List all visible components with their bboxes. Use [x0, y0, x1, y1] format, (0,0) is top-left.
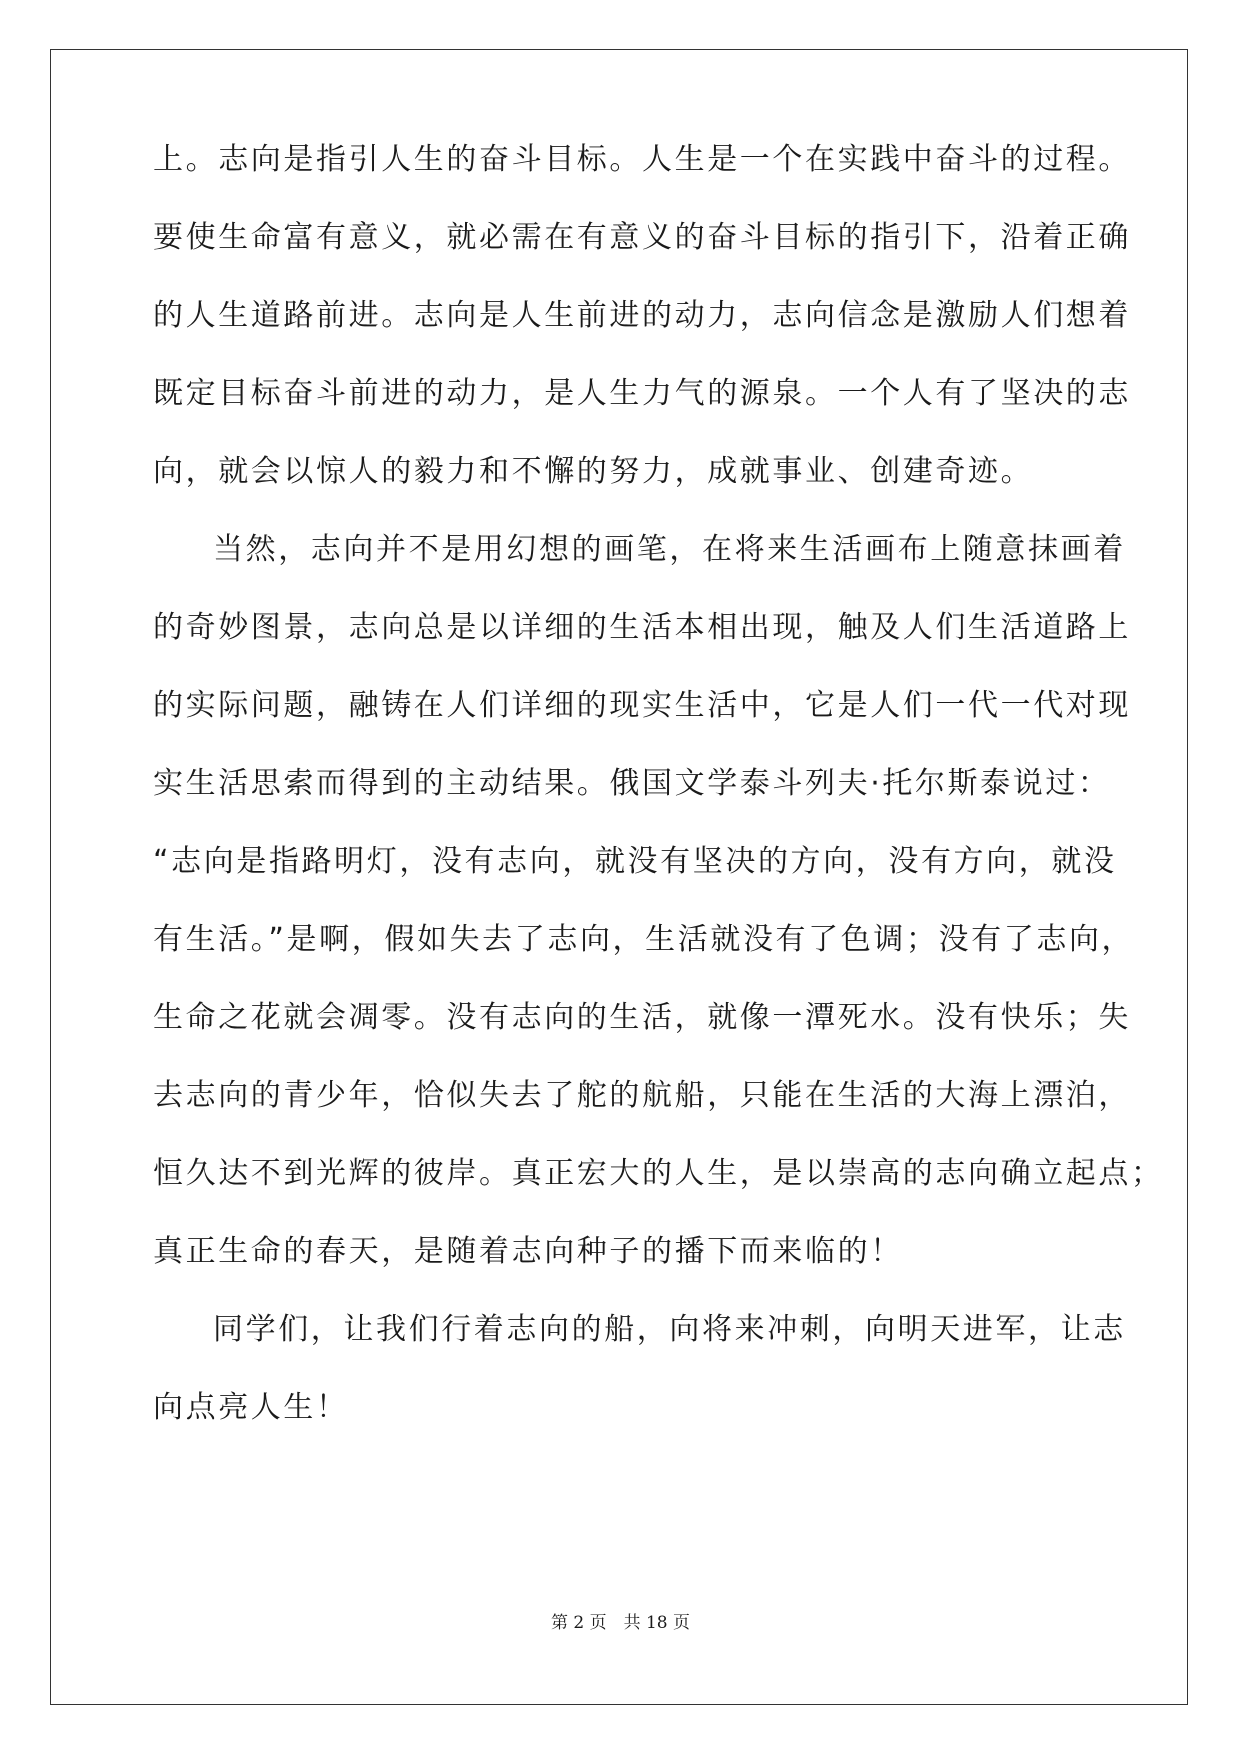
- paragraph-line: 恒久达不到光辉的彼岸。真正宏大的人生，是以崇高的志向确立起点；: [153, 1156, 1164, 1191]
- paragraph-line: 生命之花就会凋零。没有志向的生活，就像一潭死水。没有快乐；失: [153, 1000, 1131, 1035]
- paragraph-line: 的奇妙图景，志向总是以详细的生活本相出现，触及人们生活道路上: [153, 610, 1131, 645]
- page-number-label: 第 2 页 共 18 页: [550, 1613, 691, 1633]
- paragraph-line: 当然，志向并不是用幻想的画笔，在将来生活画布上随意抹画着: [213, 532, 1126, 567]
- paragraph-line: 既定目标奋斗前进的动力，是人生力气的源泉。一个人有了坚决的志: [153, 376, 1131, 411]
- paragraph-line: 有生活。”是啊，假如失去了志向，生活就没有了色调；没有了志向，: [153, 922, 1135, 957]
- paragraph-line: 要使生命富有意义，就必需在有意义的奋斗目标的指引下，沿着正确: [153, 220, 1131, 255]
- page-footer: [0, 1611, 1241, 1635]
- paragraph-line: “志向是指路明灯，没有志向，就没有坚决的方向，没有方向，就没: [153, 844, 1117, 879]
- paragraph-line: 的实际问题，融铸在人们详细的现实生活中，它是人们一代一代对现: [153, 688, 1131, 723]
- paragraph-line: 实生活思索而得到的主动结果。俄国文学泰斗列夫·托尔斯泰说过：: [153, 766, 1111, 801]
- paragraph-line: 向，就会以惊人的毅力和不懈的努力，成就事业、创建奇迹。: [153, 454, 1034, 489]
- paragraph-line: 的人生道路前进。志向是人生前进的动力，志向信念是激励人们想着: [153, 298, 1131, 333]
- paragraph-line: 去志向的青少年，恰似失去了舵的航船，只能在生活的大海上漂泊，: [153, 1078, 1131, 1113]
- paragraph-line: 向点亮人生！: [153, 1390, 349, 1425]
- paragraph-line: 上。志向是指引人生的奋斗目标。人生是一个在实践中奋斗的过程。: [153, 142, 1131, 177]
- paragraph-line: 真正生命的春天，是随着志向种子的播下而来临的！: [153, 1234, 903, 1269]
- paragraph-line: 同学们，让我们行着志向的船，向将来冲刺，向明天进军，让志: [213, 1312, 1126, 1347]
